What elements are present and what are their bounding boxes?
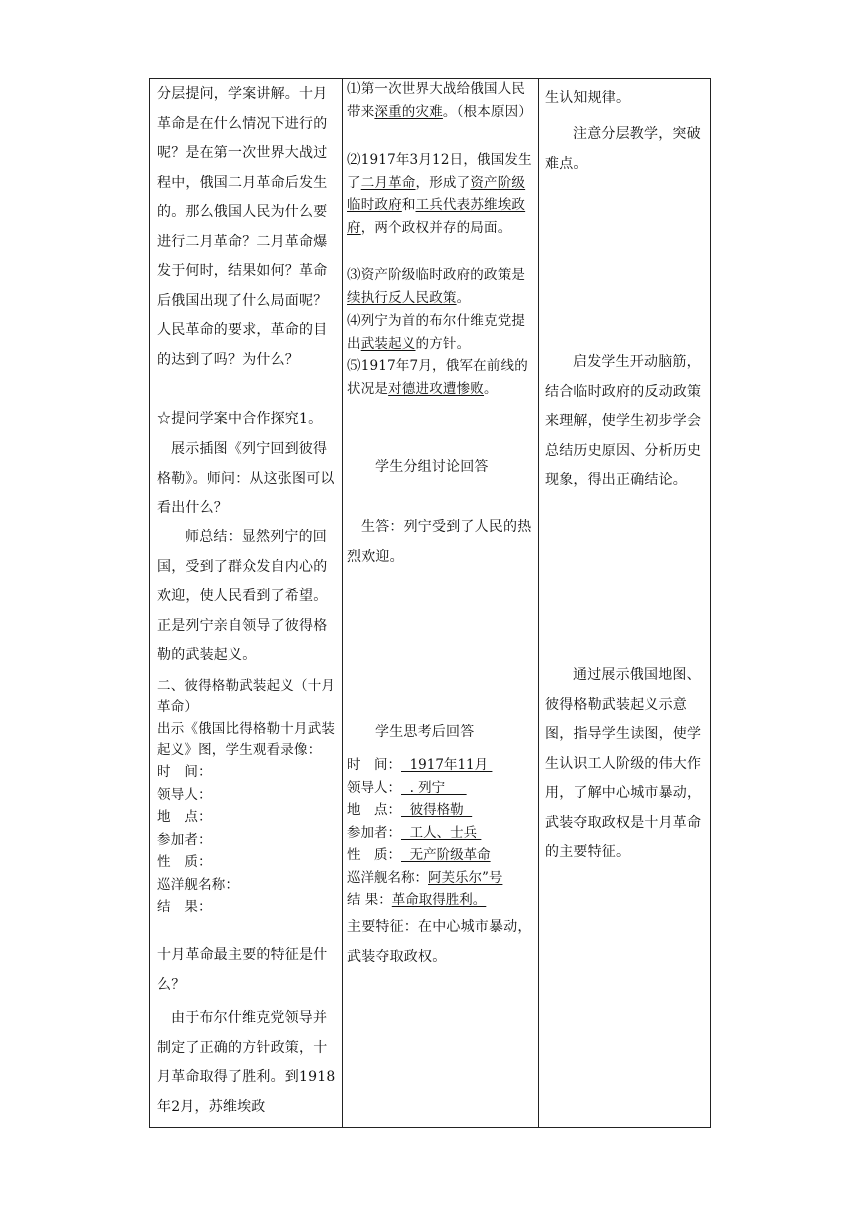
item-2: ⑵1917年3月12日，俄国发生了二月革命，形成了资产阶级临时政府和工兵代表苏维埃政府，两个政权并存的局面。 xyxy=(347,152,532,236)
answer-underline: 对德进攻遭惨败 xyxy=(388,380,485,397)
kv-row-participants: 参加者： 工人、士兵 xyxy=(347,824,482,841)
think-note: 学生思考后回答 xyxy=(375,724,475,740)
kv-row-leader: 领导人： . 列宁 xyxy=(347,779,467,796)
intent-note-2: 注意分层教学，突破难点。 xyxy=(545,126,701,172)
field-nature-label: 性 质： xyxy=(157,854,212,870)
answer-underline: 续执行反人民政策 xyxy=(347,289,457,306)
answer-underline: 二月革命 xyxy=(360,174,416,191)
design-intent-column xyxy=(545,80,705,1124)
item-1: ⑴第一次世界大战给俄国人民带来深重的灾难。（根本原因） xyxy=(347,81,533,120)
item-5: ⑸1917年7月，俄军在前线的状况是对德进攻遭惨败。 xyxy=(347,358,528,397)
student-activity-column xyxy=(347,80,533,1124)
field-list xyxy=(157,761,339,919)
field-cruiser-label: 巡洋舰名称： xyxy=(157,876,240,893)
teacher-activity-column xyxy=(157,80,339,1124)
field-time-label: 时 间： xyxy=(157,764,212,780)
kv-row-place: 地 点： 彼得格勒 xyxy=(347,802,473,818)
answer-underline: 资产阶级临时政府 xyxy=(347,174,526,213)
answer-underline: 工兵代表苏维埃政府 xyxy=(347,197,526,236)
discussion-note: 学生分组讨论回答 xyxy=(375,459,489,475)
feature-question: 十月革命最主要的特征是什么？ xyxy=(157,947,328,993)
student-answer: 生答：列宁受到了人民的热烈欢迎。 xyxy=(347,519,532,565)
column-divider xyxy=(538,78,539,1128)
intent-note-4: 通过展示俄国地图、彼得格勒武装起义示意图，指导学生读图，使学生认识工人阶级的伟大作用，了解中心城市暴动，武装夺取政权是十月革命的主要特征。 xyxy=(545,667,702,860)
kv-list xyxy=(347,754,533,912)
kv-row-result: 结 果：革命取得胜利。 xyxy=(347,892,487,908)
kv-row-cruiser: 巡洋舰名称：阿芙乐尔”号 xyxy=(347,869,503,886)
kv-row-nature: 性 质： 无产阶级革命 xyxy=(347,847,491,863)
intent-note-1: 生认知规律。 xyxy=(545,90,631,106)
answer-underline: 深重的灾难 xyxy=(374,103,443,120)
field-result-label: 结 果： xyxy=(157,899,212,915)
intro-question-text: 分层提问，学案讲解。十月革命是在什么情况下进行的呢？是在第一次世界大战过程中，俄国二月革命后发生的。那么俄国人民为什么要进行二月革命？二月革命爆发于何时，结果如何？革命后俄国出现了什么局面呢？人民革命的要求，革命的目的达到了吗？为什么？ xyxy=(157,86,328,368)
task-prompt: ☆提问学案中合作探究1。 xyxy=(157,411,323,427)
kv-row-time: 时 间： 1917年11月 xyxy=(347,757,493,773)
main-feature-answer: 主要特征：在中心城市暴动，武装夺取政权。 xyxy=(347,919,532,965)
map-instruction: 出示《俄国比得格勒十月武装起义》图，学生观看录像： xyxy=(157,721,336,758)
intent-note-3: 启发学生开动脑筋，结合临时政府的反动政策来理解，使学生初步学会总结历史原因、分析历史现象，得出正确结论。 xyxy=(545,354,702,488)
illustration-question: 展示插图《列宁回到彼得格勒》。师问：从这张图可以看出什么？ xyxy=(157,441,335,516)
item-4: ⑷列宁为首的布尔什维克党提出武装起义的方针。 xyxy=(347,313,526,352)
closing-text: 由于布尔什维克党领导并制定了正确的方针政策，十月革命取得了胜利。到1918年2月，苏维埃政 xyxy=(157,1010,336,1115)
item-3: ⑶资产阶级临时政府的政策是 续执行反人民政策。 xyxy=(347,267,526,306)
section-heading: 二、彼得格勒武装起义（十月革命） xyxy=(157,678,336,715)
teacher-summary: 师总结：显然列宁的回国，受到了群众发自内心的欢迎，使人民看到了希望。正是列宁亲自领导了彼得格勒的武装起义。 xyxy=(157,529,328,663)
answer-underline: 武装起义 xyxy=(360,335,416,352)
field-leader-label: 领导人： xyxy=(157,786,212,803)
field-participants-label: 参加者： xyxy=(157,831,212,848)
column-divider xyxy=(342,78,343,1128)
field-place-label: 地 点： xyxy=(157,809,212,825)
